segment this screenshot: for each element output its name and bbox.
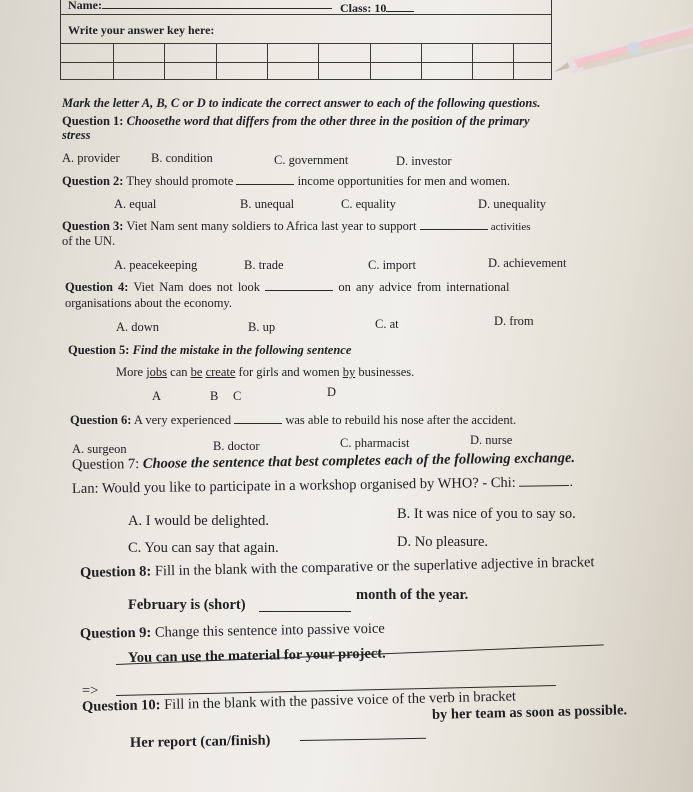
q7-option-c[interactable]: C. You can say that again. bbox=[128, 540, 279, 556]
q5-underlined-a[interactable]: jobs bbox=[146, 365, 168, 379]
answer-cell bbox=[164, 43, 165, 80]
q9-sentence: You can use the material for your project. bbox=[127, 645, 386, 666]
q7-option-b[interactable]: B. It was nice of you to say so. bbox=[397, 506, 576, 522]
question-7-prompt: Lan: Would you like to participate in a workshop organised by WHO? - Chi: . bbox=[71, 474, 574, 497]
q2-option-d[interactable]: D. unequality bbox=[478, 197, 547, 211]
q5-underlined-c[interactable]: create bbox=[205, 365, 236, 379]
q5-underlined-b[interactable]: be bbox=[190, 365, 203, 379]
q8-cue: February is (short) bbox=[128, 597, 246, 613]
question-1: Question 1: Choosethe word that differs from the other three in the position of the primary bbox=[62, 114, 530, 128]
question-10: Question 10: Fill in the blank with the passive voice of the verb in bracket bbox=[81, 688, 517, 715]
q8-answer-blank[interactable] bbox=[259, 597, 351, 615]
answer-cell bbox=[513, 43, 514, 80]
answer-cell bbox=[113, 43, 114, 80]
q7-option-d[interactable]: D. No pleasure. bbox=[397, 534, 489, 550]
q5-underlined-d[interactable]: by bbox=[342, 365, 356, 379]
instructions: Mark the letter A, B, C or D to indicate the correct answer to each of the following questions. bbox=[62, 96, 541, 110]
q10-answer-blank[interactable] bbox=[300, 738, 426, 741]
answer-cell bbox=[318, 43, 319, 80]
q4-option-c[interactable]: C. at bbox=[375, 317, 399, 331]
q5-mark-b: B bbox=[210, 389, 219, 403]
answer-key-label: Write your answer key here: bbox=[68, 23, 215, 37]
answer-cell bbox=[267, 43, 268, 80]
q9-arrow: => bbox=[82, 683, 99, 699]
q2-option-b[interactable]: B. unequal bbox=[240, 197, 295, 211]
q2-option-c[interactable]: C. equality bbox=[341, 197, 396, 211]
divider bbox=[61, 14, 551, 15]
header-box bbox=[60, 0, 552, 80]
q6-option-d[interactable]: D. nurse bbox=[470, 433, 513, 447]
q5-sentence: More jobs can be create for girls and women by businesses. bbox=[116, 365, 415, 379]
q6-option-a[interactable]: A. surgeon bbox=[72, 442, 127, 456]
question-9: Question 9: Change this sentence into passive voice bbox=[79, 620, 385, 642]
q5-mark-a: A bbox=[152, 389, 162, 403]
class-field: Class: 10 bbox=[340, 1, 414, 15]
q3-option-a[interactable]: A. peacekeeping bbox=[114, 258, 198, 272]
answer-cell bbox=[216, 43, 217, 80]
question-5: Question 5: Find the mistake in the following sentence bbox=[68, 343, 352, 357]
q6-option-b[interactable]: B. doctor bbox=[213, 439, 260, 453]
question-6: Question 6: A very experienced was able to rebuild his nose after the accident. bbox=[70, 413, 517, 427]
question-4: Question 4: Viet Nam does not look on any advice from international bbox=[65, 280, 510, 294]
answer-cell bbox=[472, 43, 473, 80]
q3-option-c[interactable]: C. import bbox=[368, 258, 416, 272]
q3-option-d[interactable]: D. achievement bbox=[488, 256, 567, 270]
q10-text-after: by her team as soon as possible. bbox=[431, 702, 628, 723]
q7-option-a[interactable]: A. I would be delighted. bbox=[128, 513, 269, 529]
answer-key-grid bbox=[61, 43, 551, 80]
name-field: Name: bbox=[68, 0, 332, 12]
q1-option-c[interactable]: C. government bbox=[274, 153, 349, 167]
question-4-line2: organisations about the economy. bbox=[65, 296, 232, 310]
question-2: Question 2: They should promote income opportunities for men and women. bbox=[62, 174, 511, 188]
q8-text-after: month of the year. bbox=[356, 587, 469, 603]
q4-option-a[interactable]: A. down bbox=[116, 320, 160, 334]
pen-icon bbox=[548, 12, 693, 84]
answer-cell bbox=[370, 43, 371, 80]
question-7: Question 7: Choose the sentence that best completes each of the following exchange. bbox=[71, 449, 576, 473]
q1-option-d[interactable]: D. investor bbox=[396, 154, 452, 168]
q2-option-a[interactable]: A. equal bbox=[114, 197, 157, 211]
q10-cue: Her report (can/finish) bbox=[129, 732, 271, 751]
q3-option-b[interactable]: B. trade bbox=[244, 258, 284, 272]
question-3-line2: of the UN. bbox=[62, 234, 116, 248]
q1-option-b[interactable]: B. condition bbox=[151, 151, 213, 165]
q1-option-a[interactable]: A. provider bbox=[62, 151, 120, 165]
answer-cell bbox=[421, 43, 422, 80]
q4-option-b[interactable]: B. up bbox=[248, 320, 276, 334]
question-8: Question 8: Fill in the blank with the comparative or the superlative adjective in bracket bbox=[79, 554, 595, 581]
question-3: Question 3: Viet Nam sent many soldiers to Africa last year to support activities bbox=[62, 219, 531, 233]
q4-option-d[interactable]: D. from bbox=[494, 314, 534, 328]
q6-option-c[interactable]: C. pharmacist bbox=[340, 436, 410, 450]
q5-mark-d: D bbox=[327, 385, 337, 399]
q5-mark-c: C bbox=[233, 389, 242, 403]
question-1-line2: stress bbox=[62, 128, 91, 142]
